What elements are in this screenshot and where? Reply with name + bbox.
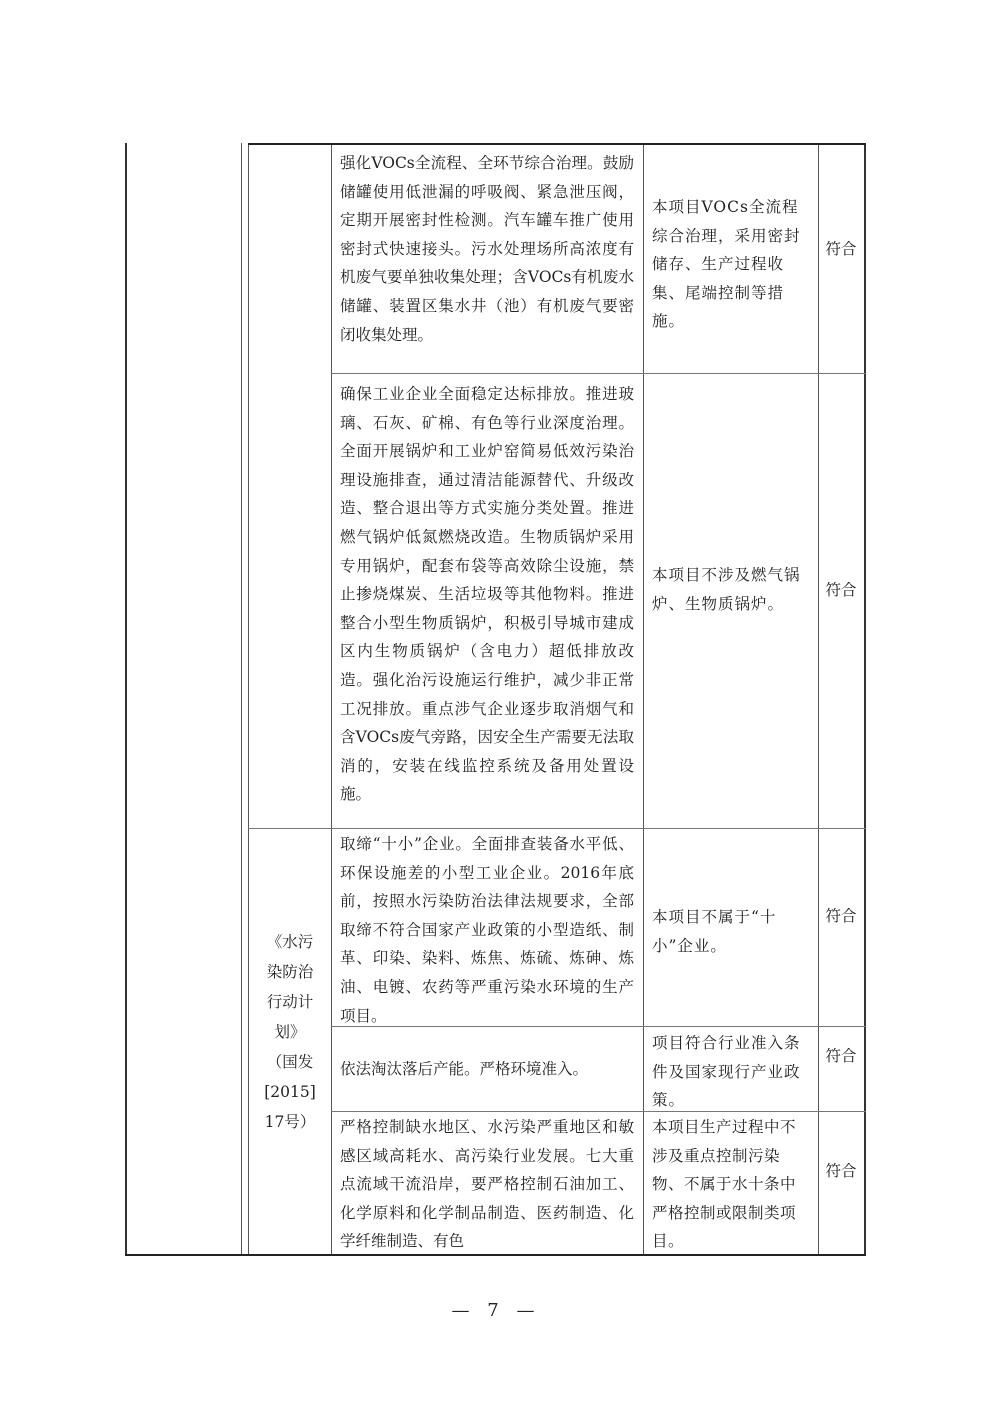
row-divider-1 [331,373,866,374]
project-cell: 本项目VOCs全流程综合治理，采用密封储存、生产过程收集、尾端控制等措施。 [652,198,801,331]
verdict-cell: 符合 [825,240,857,258]
requirement-cell: 取缔“十小”企业。全面排查装备水平低、环保设施差的小型工业企业。2016年底前，按照水污染防治法律法规要求，全部取缔不符合国家产业政策的小型造纸、制革、印染、染料、炼焦、炼硫、炼砷、炼油、电镀、农药等严重污染水环境的生产项目。 [340,835,634,1025]
table-col-divider-1 [241,143,242,1255]
project-cell: 本项目生产过程中不涉及重点控制污染物、不属于水十条中严格控制或限制类项目。 [652,1118,797,1251]
verdict-cell: 符合 [825,907,857,925]
project-cell: 项目符合行业准入条件及国家现行产业政策。 [652,1034,801,1110]
law-line: 17号） [264,1113,316,1131]
project-cell: 本项目不涉及燃气锅炉、生物质锅炉。 [652,566,801,613]
law-reference-cell [250,927,330,1137]
table-col-divider-2 [248,143,249,1255]
law-line: （国发 [266,1053,314,1071]
verdict-cell: 符合 [825,581,857,599]
table-col-divider-3 [331,143,332,1255]
table-border-top [248,143,866,145]
table-col-divider-5 [818,143,819,1255]
law-line: 染防治 [266,963,314,981]
table-border-left [125,143,127,1255]
requirement-cell: 确保工业企业全面稳定达标排放。推进玻璃、石灰、矿棉、有色等行业深度治理。全面开展锅炉和工业炉窑简易低效污染治理设施排查，通过清洁能源替代、升级改造、整合退出等方式实施分类处置。推进燃气锅炉低氮燃烧改造。生物质锅炉采用专用锅炉，配套布袋等高效除尘设施，禁止掺烧煤炭、生活垃圾等其他物料。推进整合小型生物质锅炉，积极引导城市建成区内生物质锅炉（含电力）超低排放改造。强化治污设施运行维护，减少非正常工况排放。重点涉气企业逐步取消烟气和含VOCs废气旁路，因安全生产需要无法取消的，安装在线监控系统及备用处置设施。 [340,385,634,804]
requirement-cell: 强化VOCs全流程、全环节综合治理。鼓励储罐使用低泄漏的呼吸阀、紧急泄压阀，定期开展密封性检测。汽车罐车推广使用密封式快速接头。污水处理场所高浓度有机废气要单独收集处理；含VOCs有机废水储罐、装置区集水井（池）有机废气要密闭收集处理。 [340,154,634,344]
law-line: 《水污 [266,933,314,951]
verdict-cell: 符合 [825,1162,857,1180]
row-divider-2 [248,828,866,829]
verdict-cell: 符合 [825,1047,857,1065]
requirement-cell: 严格控制缺水地区、水污染严重地区和敏感区域高耗水、高污染行业发展。七大重点流域干流沿岸，要严格控制石油加工、化学原料和化学制品制造、医药制造、化学纤维制造、有色 [340,1118,634,1251]
law-line: 行动计 [266,993,314,1011]
project-cell: 本项目不属于“十小”企业。 [652,908,777,955]
page-number: — 7 — [451,1300,541,1321]
table-border-right [864,143,866,1255]
table-col-divider-4 [643,143,644,1255]
law-line: 划》 [274,1023,306,1041]
law-line: [2015] [264,1083,316,1101]
requirement-cell: 依法淘汰落后产能。严格环境准入。 [340,1060,589,1078]
